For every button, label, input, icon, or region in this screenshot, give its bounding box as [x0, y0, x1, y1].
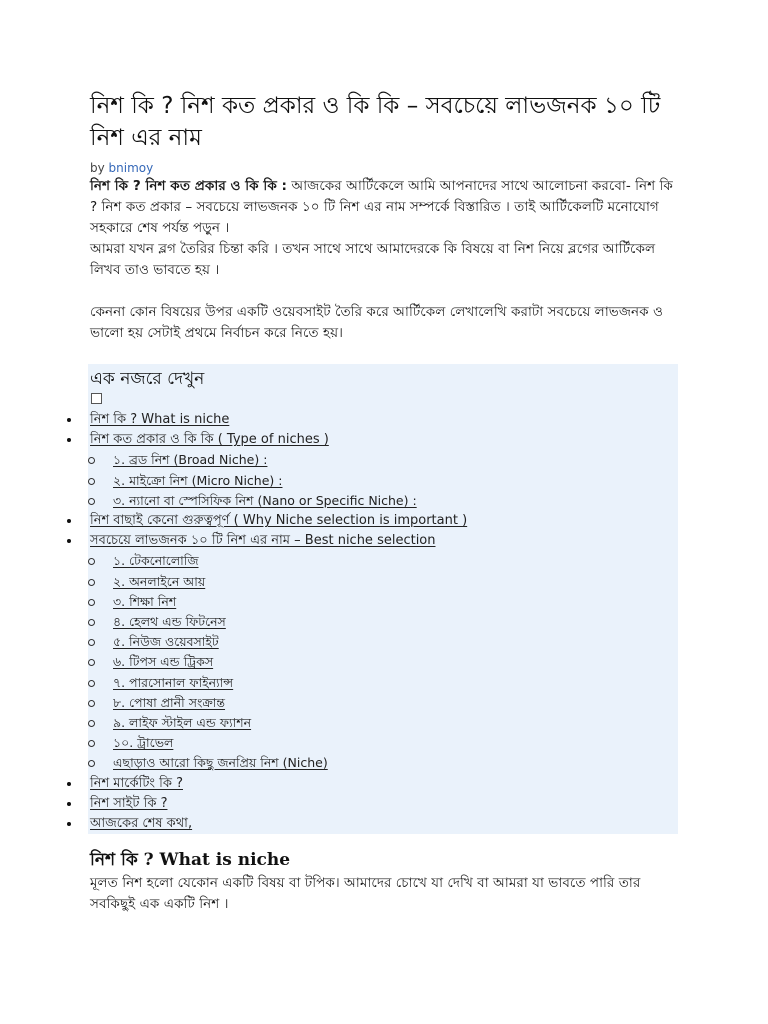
toc-sublink[interactable]: ৫. নিউজ ওয়েবসাইট: [113, 634, 219, 650]
toc-subitem: [88, 673, 678, 693]
intro-paragraph: [90, 176, 680, 239]
toc-sublink[interactable]: ১. টেকনোলোজি: [113, 553, 199, 569]
article: [90, 90, 680, 344]
section-heading: নিশ কি ? What is niche: [90, 850, 291, 870]
toc-subitem: [88, 632, 678, 652]
toc-link-importance[interactable]: নিশ বাছাই কেনো গুরুত্বপূর্ণ ( Why Niche selection is important ): [90, 513, 468, 529]
toc-sublink[interactable]: ৭. পারসোনাল ফাইন্যান্স: [113, 674, 234, 690]
toc-item: [88, 774, 678, 794]
toc-subitem: [88, 652, 678, 672]
toc-link-niche-site[interactable]: নিশ সাইট কি ?: [90, 795, 168, 811]
toc-heading: এক নজরে দেখুন: [90, 369, 205, 389]
bullet-icon: [67, 802, 71, 806]
bullet-icon: [67, 822, 71, 826]
circle-bullet-icon: [88, 740, 95, 747]
toc-sublink[interactable]: এছাড়াও আরো কিছু জনপ্রিয় নিশ (Niche): [113, 755, 328, 771]
bullet-icon: [67, 539, 71, 543]
toc-subitem: [88, 693, 678, 713]
paragraph-3: কেননা কোন বিষয়ের উপর একটি ওয়েবসাইট তৈরি করে আর্টিকেল লেখালেখি করাটা সবচেয়ে লাভজনক ও ভালো হয় সেটাই প্রথমে নির্বাচন করে নিতে হয়।: [90, 304, 663, 341]
toc-subitem: [88, 592, 678, 612]
toc-sublink[interactable]: ৩. শিক্ষা নিশ: [113, 593, 177, 609]
section-body: মূলত নিশ হলো যেকোন একটি বিষয় বা টপিক। আমাদের চোখে যা দেখি বা আমরা যা ভাবতে পারি তার সবকিছুই এক একটি নিশ ।: [90, 875, 641, 912]
toc-subitem: [88, 572, 678, 592]
toc-item: [88, 531, 678, 773]
toc-subitem: [88, 450, 678, 470]
toc-subitem: [88, 753, 678, 773]
circle-bullet-icon: [88, 478, 95, 485]
toc-sublink[interactable]: ৪. হেলথ এন্ড ফিটনেস: [113, 614, 226, 630]
toc-sublink[interactable]: ১. ব্রড নিশ (Broad Niche) :: [113, 452, 268, 468]
circle-bullet-icon: [88, 659, 95, 666]
toc-item: [88, 410, 678, 430]
circle-bullet-icon: [88, 760, 95, 767]
circle-bullet-icon: [88, 457, 95, 464]
bullet-icon: [67, 519, 71, 523]
circle-bullet-icon: [88, 700, 95, 707]
section-what-is-niche: [90, 847, 680, 915]
toc-item: [88, 794, 678, 814]
toc-sublink[interactable]: ২. মাইক্রো নিশ (Micro Niche) :: [113, 472, 283, 488]
author-link[interactable]: bnimoy: [108, 161, 154, 175]
byline: [90, 160, 680, 176]
intro-bold: নিশ কি ? নিশ কত প্রকার ও কি কি :: [90, 178, 287, 194]
toc-link-conclusion[interactable]: আজকের শেষ কথা,: [90, 816, 193, 832]
toc-sublink[interactable]: ৩. ন্যানো বা স্পেসিফিক নিশ (Nano or Specific Niche) :: [113, 492, 417, 508]
circle-bullet-icon: [88, 720, 95, 727]
toc-item: [88, 430, 678, 511]
circle-bullet-icon: [88, 599, 95, 606]
toc-sublink[interactable]: ২. অনলাইনে আয়: [113, 573, 206, 589]
toc-subitem: [88, 713, 678, 733]
circle-bullet-icon: [88, 579, 95, 586]
intro-text: আজকের আর্টিকেলে আমি আপনাদের সাথে আলোচনা করবো- নিশ কি ? নিশ কত প্রকার – সবচেয়ে লাভজনক ১০ টি নিশ এর নাম সম্পর্কে বিস্তারিত । তাই আর্টিকেলটি মনোযোগ সহকারে শেষ পর্যন্ত পড়ুন ।: [90, 178, 673, 236]
toc-sublink[interactable]: ১০. ট্রাভেল: [113, 735, 174, 751]
table-of-contents: [88, 364, 678, 834]
toc-link-types[interactable]: নিশ কত প্রকার ও কি কি ( Type of niches ): [90, 432, 329, 448]
toc-subitem: [88, 551, 678, 571]
circle-bullet-icon: [88, 639, 95, 646]
bullet-icon: [67, 782, 71, 786]
toc-link-what-is-niche[interactable]: নিশ কি ? What is niche: [90, 412, 230, 427]
toc-item: [88, 814, 678, 834]
circle-bullet-icon: [88, 498, 95, 505]
toc-subitem: [88, 471, 678, 491]
by-label: by: [90, 161, 105, 175]
toc-subitem: [88, 491, 678, 511]
toc-link-niche-marketing[interactable]: নিশ মার্কেটিং কি ?: [90, 775, 183, 791]
circle-bullet-icon: [88, 558, 95, 565]
bullet-icon: [67, 438, 71, 442]
circle-bullet-icon: [88, 619, 95, 626]
toc-toggle-checkbox[interactable]: [91, 393, 102, 404]
article-title: নিশ কি ? নিশ কত প্রকার ও কি কি – সবচেয়ে লাভজনক ১০ টি নিশ এর নাম: [90, 93, 661, 151]
bullet-icon: [67, 418, 71, 422]
toc-subitem: [88, 612, 678, 632]
paragraph-2: আমরা যখন ব্লগ তৈরির চিন্তা করি । তখন সাথে সাথে আমাদেরকে কি বিষয়ে বা নিশ নিয়ে ব্লগের আর্টিকেল লিখব তাও ভাবতে হয় ।: [90, 241, 656, 278]
toc-sublink[interactable]: ৬. টিপস এন্ড ট্রিকস: [113, 654, 214, 670]
circle-bullet-icon: [88, 680, 95, 687]
toc-link-best-niche[interactable]: সবচেয়ে লাভজনক ১০ টি নিশ এর নাম – Best niche selection: [90, 533, 436, 549]
toc-item: [88, 511, 678, 531]
toc-sublink[interactable]: ৯. লাইফ স্টাইল এন্ড ফ্যাশন: [113, 715, 252, 731]
toc-sublink[interactable]: ৮. পোষা প্রানী সংক্রান্ত: [113, 694, 226, 710]
toc-subitem: [88, 733, 678, 753]
